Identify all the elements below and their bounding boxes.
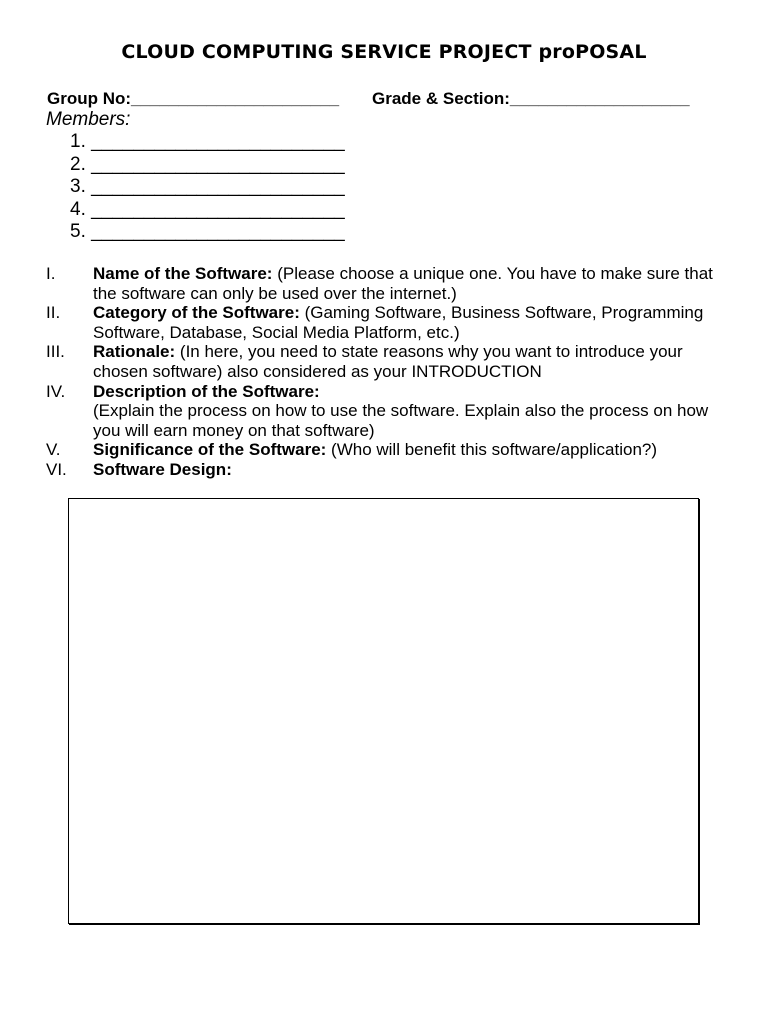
section-number: V.: [46, 440, 61, 460]
section-body: [93, 264, 736, 303]
section-heading: Rationale:: [93, 342, 176, 362]
member-line-4: 4. ________________________: [70, 198, 345, 220]
section-heading: Significance of the Software:: [93, 440, 327, 460]
section-name-of-software: [46, 264, 736, 303]
grade-section-field: Grade & Section:___________________: [372, 89, 690, 108]
member-line-3: 3. ________________________: [70, 176, 345, 197]
section-text: (Who will benefit this software/application?): [326, 440, 658, 460]
section-number: VI.: [46, 459, 67, 479]
section-text: (In here, you need to state reasons why you want to introduce your chosen software) also considered as your INTRODUCTION: [93, 342, 683, 381]
section-rationale: [46, 342, 736, 381]
section-number: III.: [46, 342, 65, 362]
section-body: [93, 382, 736, 441]
section-number: II.: [46, 303, 61, 323]
member-list: [70, 131, 345, 244]
software-design-box: [68, 498, 699, 924]
section-text: (Explain the process on how to use the software. Explain also the process on how you will earn money on that software): [93, 401, 709, 440]
section-heading: Software Design:: [93, 459, 232, 479]
member-line-2: 2. ________________________: [70, 153, 345, 175]
section-body: [93, 303, 736, 342]
section-software-design: [46, 460, 736, 480]
members-label: Members:: [46, 109, 131, 130]
section-description: [46, 382, 736, 441]
section-heading: Description of the Software:: [93, 381, 320, 401]
proposal-sections: [46, 264, 736, 480]
document-title: CLOUD COMPUTING SERVICE PROJECT proPOSAL: [121, 41, 647, 63]
section-number: I.: [46, 264, 56, 283]
member-line-5: 5. ________________________: [70, 221, 345, 242]
section-body: [93, 342, 736, 381]
section-body: [93, 460, 736, 480]
section-number: IV.: [46, 381, 66, 401]
section-category: [46, 303, 736, 342]
section-heading: Name of the Software:: [93, 264, 273, 283]
section-significance: [46, 440, 736, 460]
section-text: (Gaming Software, Business Software, Programming Software, Database, Social Media Platform, etc.): [93, 303, 704, 342]
section-text: (Please choose a unique one. You have to make sure that the software can only be used over the internet.): [93, 264, 713, 303]
section-heading: Category of the Software:: [93, 303, 300, 323]
section-body: [93, 440, 736, 460]
group-no-field: Group No:______________________: [47, 89, 340, 108]
member-line-1: 1. ________________________: [70, 131, 345, 152]
